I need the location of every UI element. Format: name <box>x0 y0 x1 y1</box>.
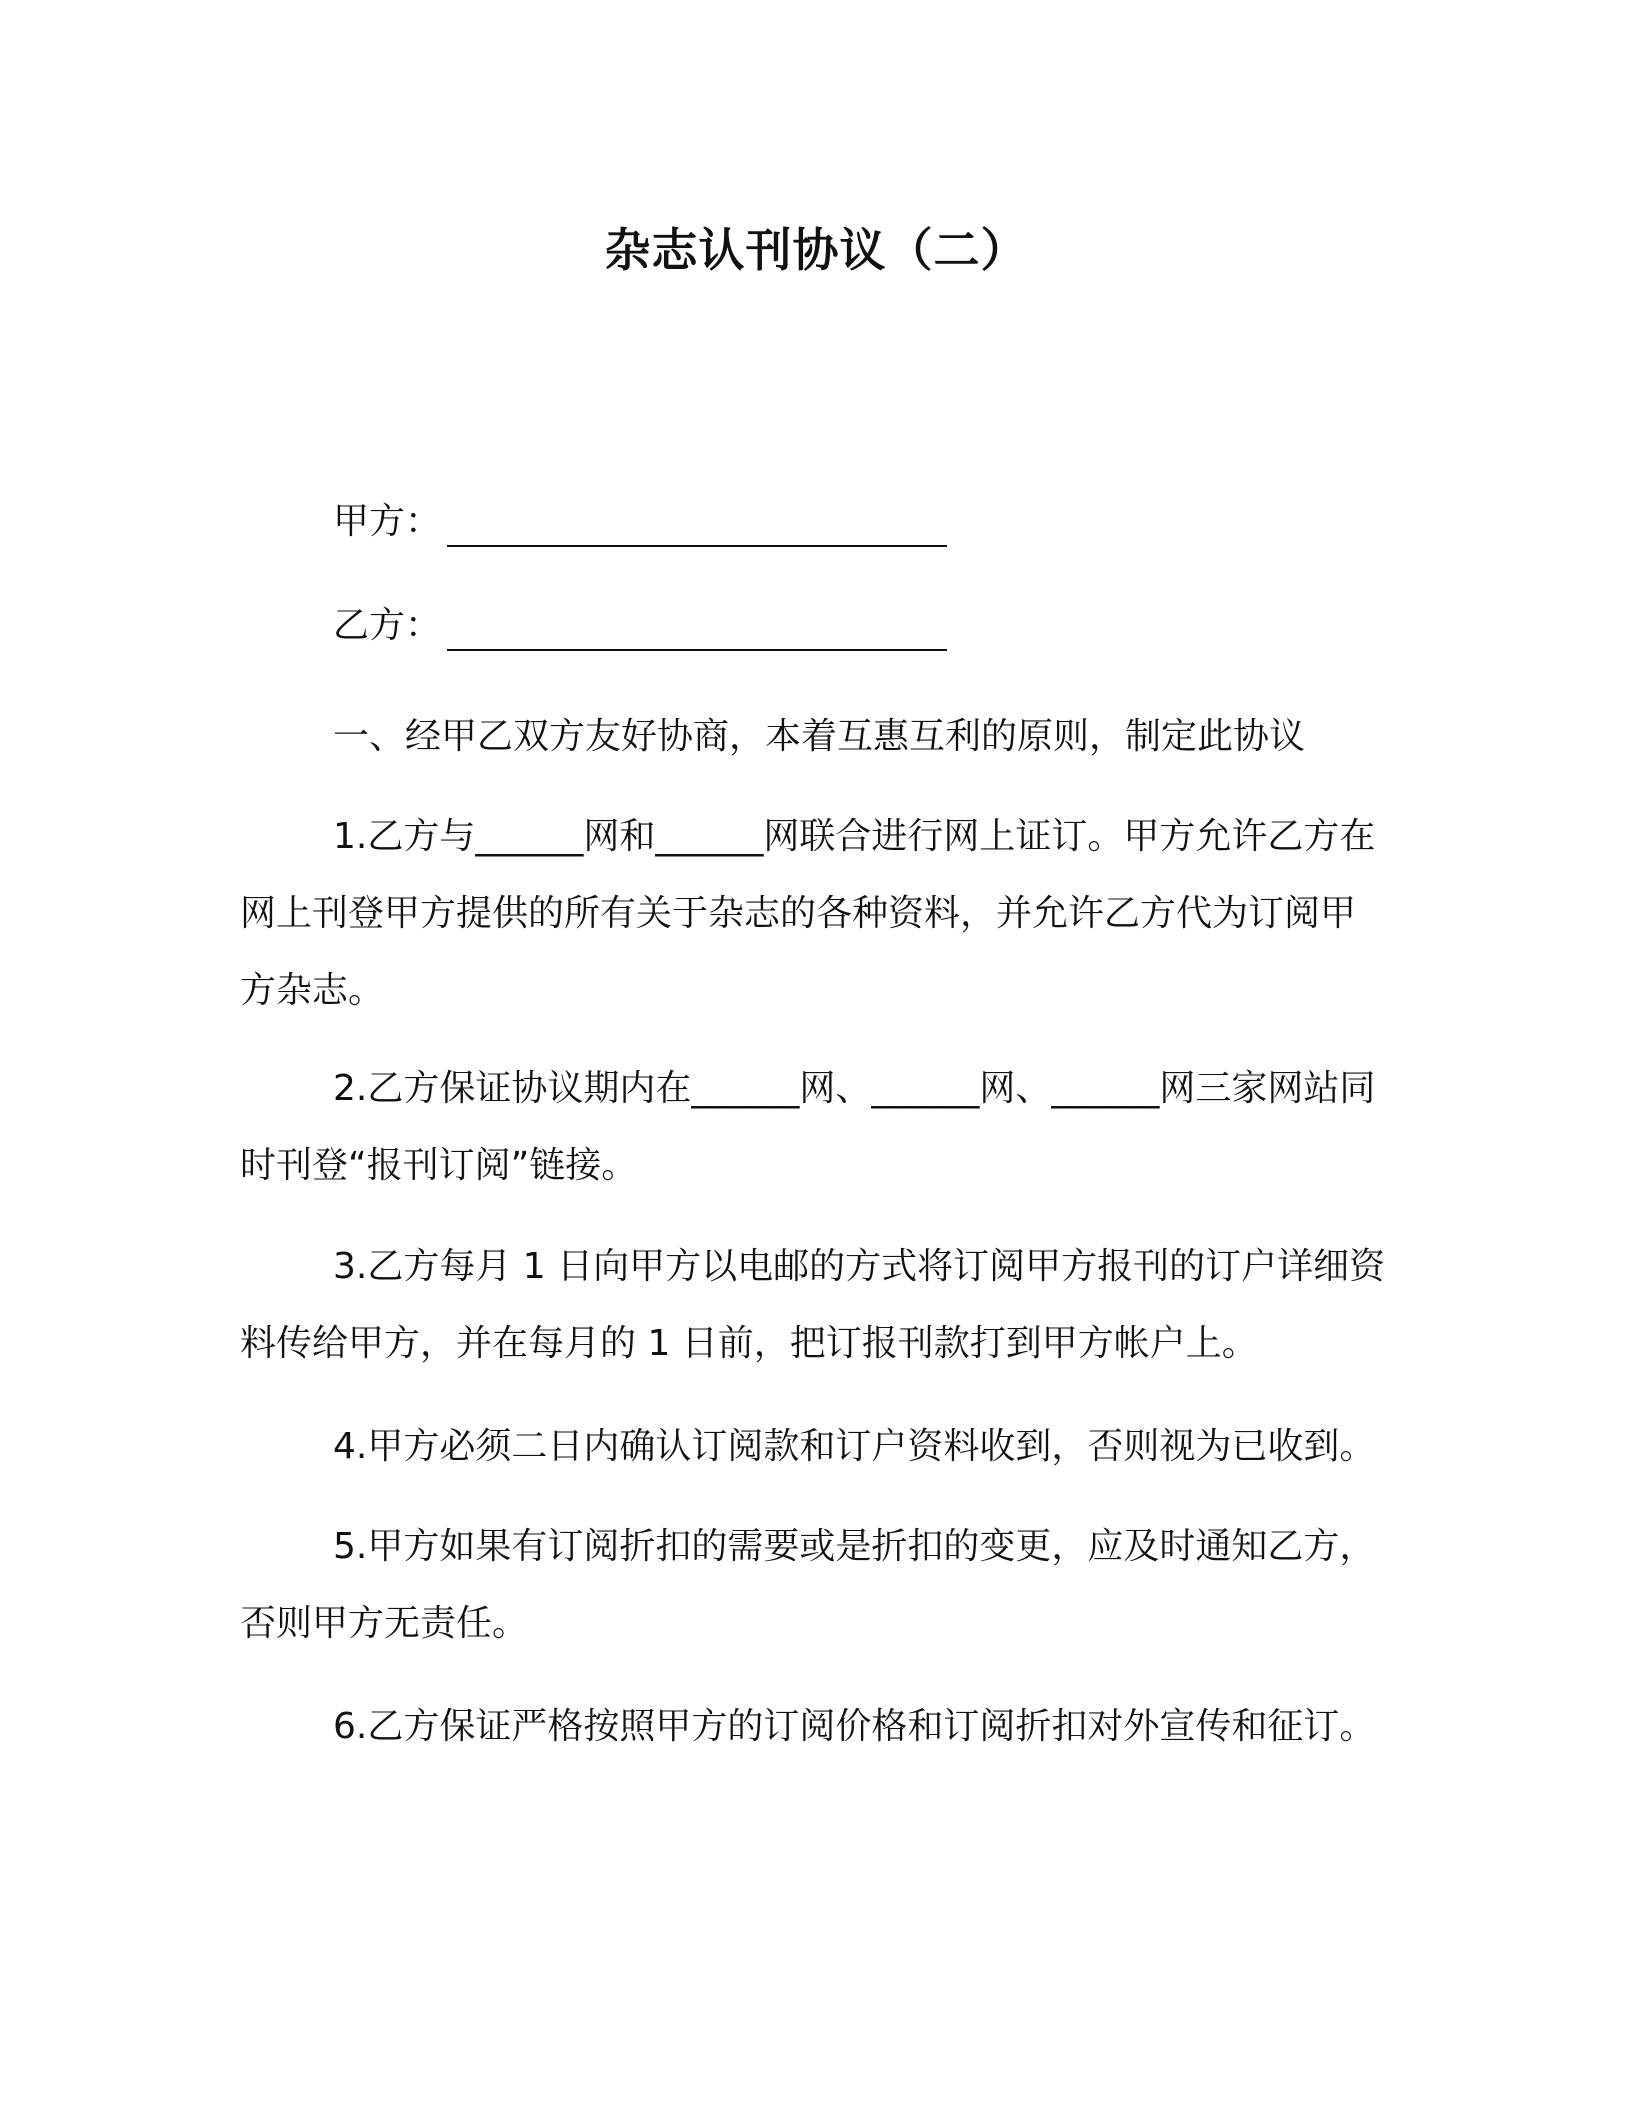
clause-1: 1.乙方与______网和______网联合进行网上证订。甲方允许乙方在网上刊登甲方提供的所有关于杂志的各种资料，并允许乙方代为订阅甲方杂志。 <box>240 816 1376 1011</box>
party-a-line <box>333 497 947 547</box>
party-b-label: 乙方： <box>333 605 442 646</box>
party-a-label: 甲方： <box>333 501 442 542</box>
clause-3: 3.乙方每月 1 日向甲方以电邮的方式将订阅甲方报刊的订户详细资料传给甲方，并在每月的 1 日前，把订报刊款打到甲方帐户上。 <box>240 1246 1386 1364</box>
clause-2: 2.乙方保证协议期内在______网、______网、______网三家网站同时刊登“报刊订阅”链接。 <box>240 1068 1376 1186</box>
clause-4: 4.甲方必须二日内确认订阅款和订户资料收到，否则视为已收到。 <box>333 1426 1376 1467</box>
clause-5: 5.甲方如果有订阅折扣的需要或是折扣的变更，应及时通知乙方，否则甲方无责任。 <box>240 1526 1376 1644</box>
intro-paragraph: 一、经甲乙双方友好协商，本着互惠互利的原则，制定此协议 <box>333 716 1306 757</box>
party-b-line <box>333 601 947 651</box>
party-b-blank <box>447 615 947 651</box>
clause-6: 6.乙方保证严格按照甲方的订阅价格和订阅折扣对外宣传和征订。 <box>333 1706 1376 1747</box>
party-a-blank <box>447 511 947 547</box>
document-title: 杂志认刊协议（二） <box>604 223 1028 277</box>
